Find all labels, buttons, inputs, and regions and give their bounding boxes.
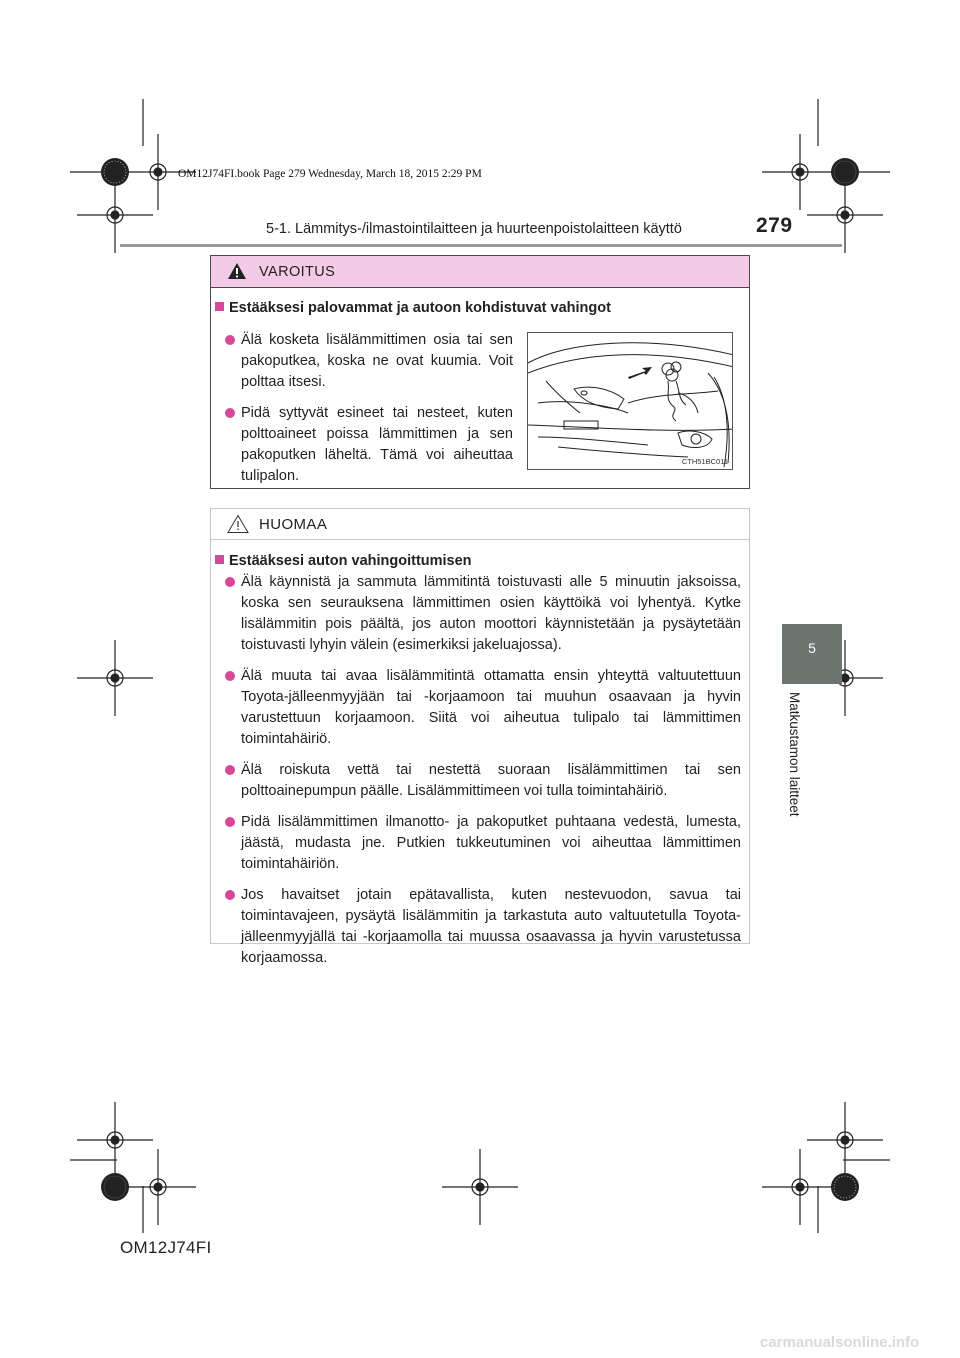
list-item-text: Pidä lisälämmittimen ilmanotto- ja pakoputket puhtaana vedestä, lumesta, jäästä, mudasta jne. Putkien tukkeutuminen voi aiheuttaa lämmittimen toimintahäiriön.: [241, 814, 741, 872]
bullet-icon: [225, 817, 235, 827]
notice-subheading-text: Estääksesi auton vahingoittumisen: [229, 553, 472, 569]
car-front-illustration: [528, 333, 733, 470]
book-info-line: OM12J74FI.book Page 279 Wednesday, March 18, 2015 2:29 PM: [178, 168, 482, 180]
square-bullet-icon: [215, 555, 224, 564]
notice-box: [210, 508, 750, 966]
warning-box: [210, 255, 750, 489]
chapter-number: 5: [808, 640, 816, 656]
notice-title: HUOMAA: [259, 516, 328, 533]
notice-list: [225, 572, 741, 979]
list-item: [225, 330, 513, 393]
bullet-icon: [225, 335, 235, 345]
page-number: 279: [756, 214, 793, 237]
bullet-icon: [225, 408, 235, 418]
warning-list: [225, 330, 513, 497]
list-item-text: Älä käynnistä ja sammuta lämmitintä toistuvasti alle 5 minuutin jaksoissa, koska sen seurauksena lämmittimen osien käyttöikä voi lyhentyä. Kytke lisälämmitin pois päältä, jos auton moottori käynnistetään ja pysäytetään toistuvasti lyhyin välein (esimerkiksi jakeluajossa).: [241, 574, 741, 653]
chapter-label: Matkustamon laitteet: [787, 692, 802, 817]
heater-illustration: [527, 332, 733, 470]
warning-subheading-text: Estääksesi palovammat ja autoon kohdistuvat vahingot: [229, 300, 611, 316]
notice-header: [211, 509, 749, 540]
list-item: [225, 666, 741, 750]
list-item: [225, 572, 741, 656]
chapter-tab: [782, 624, 842, 684]
list-item: [225, 885, 741, 969]
square-bullet-icon: [215, 302, 224, 311]
list-item: [225, 403, 513, 487]
warning-triangle-icon: [227, 262, 247, 280]
list-item: [225, 812, 741, 875]
warning-header: [211, 256, 749, 288]
list-item: [225, 760, 741, 802]
chapter-label-container: [786, 692, 808, 832]
figure-code: CTH51BC011: [681, 457, 728, 466]
footer-code: OM12J74FI: [120, 1238, 212, 1257]
section-title: 5-1. Lämmitys-/ilmastointilaitteen ja huurteenpoistolaitteen käyttö: [266, 221, 682, 237]
warning-subheading: [215, 300, 611, 316]
bullet-icon: [225, 671, 235, 681]
list-item-text: Älä muuta tai avaa lisälämmitintä ottamatta ensin yhteyttä valtuutettuun Toyota-jälleenmyyjään tai -korjaamoon tai muuhun osaavaan ja hyvin varustettuun korjaamoon. Siitä voi aiheutua tulipalo tai lämmittimen toimintahäiriö.: [241, 668, 741, 747]
watermark: carmanualsonline.info: [760, 1334, 920, 1351]
bullet-icon: [225, 577, 235, 587]
header-rule: [120, 244, 842, 247]
list-item-text: Jos havaitset jotain epätavallista, kuten nestevuodon, savua tai toimintavajeen, pysäytä lisälämmitin ja tarkastuta auto valtuutetulla Toyota-jälleenmyyjällä tai -korjaamolla tai muussa osaavassa ja hyvin varustetussa korjaamossa.: [241, 887, 741, 966]
list-item-text: Älä roiskuta vettä tai nestettä suoraan lisälämmittimen tai sen polttoainepumpun päälle. Lisälämmittimeen voi tulla toimintahäiriö.: [241, 762, 741, 799]
list-item-text: Älä kosketa lisälämmittimen osia tai sen pakoputkea, koska ne ovat kuumia. Voit polttaa itsesi.: [241, 332, 513, 390]
bullet-icon: [225, 890, 235, 900]
notice-subheading: [215, 553, 472, 569]
list-item-text: Pidä syttyvät esineet tai nesteet, kuten polttoaineet poissa lämmittimen ja sen pakoputken läheltä. Tämä voi aiheuttaa tulipalon.: [241, 405, 513, 484]
caution-triangle-icon: [227, 514, 249, 534]
warning-title: VAROITUS: [259, 264, 336, 280]
bullet-icon: [225, 765, 235, 775]
